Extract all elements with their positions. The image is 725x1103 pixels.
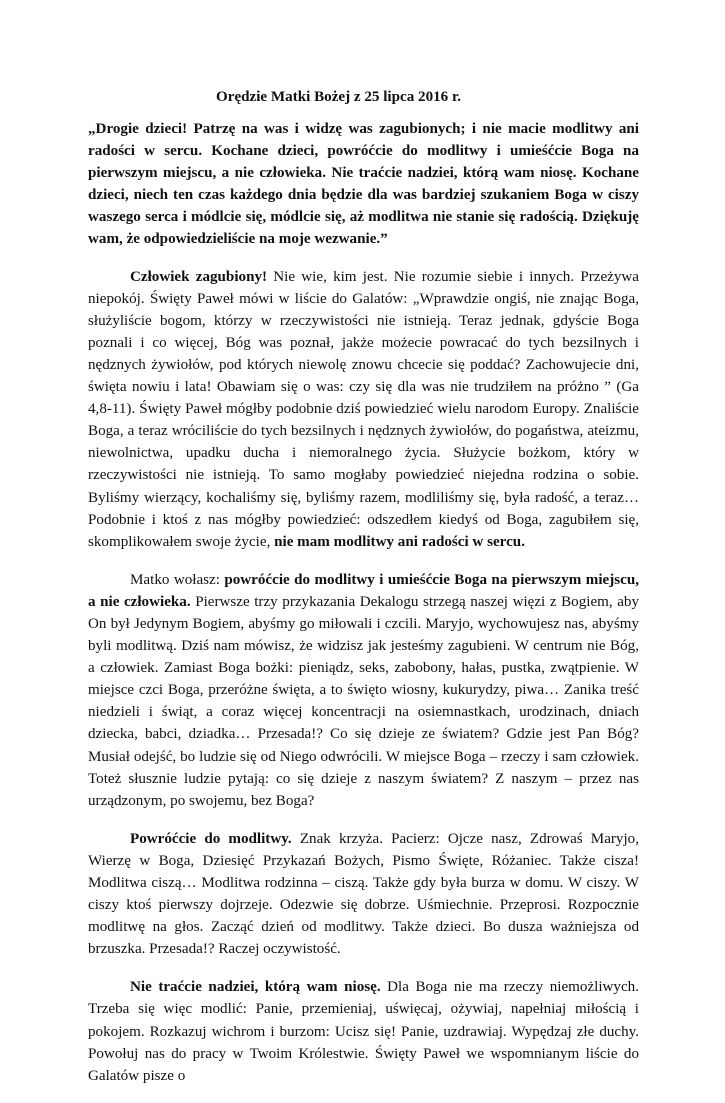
paragraph-text: Znak krzyża. Pacierz: Ojcze nasz, Zdrowaś Maryjo, Wierzę w Boga, Dziesięć Przykazań Bożych, Pismo Święte, Różaniec. Także cisza! Modlitwa ciszą… Modlitwa rodzinna – ciszą. Także gdy była burza w domu. W ciszy. W ciszy ktoś pierwszy dojrzeje. Odezwie się dobrze. Uśmiechnie. Przeprosi. Rozpocznie modlitwę na głos. Zacząć dzień od modlitwy. Także dzieci. Bo dusza ważniejsza od brzuszka. Przesada!? Raczej oczywistość. (88, 830, 639, 958)
paragraph-intro: Matko wołasz: (130, 571, 225, 588)
document-body (88, 118, 639, 1103)
paragraph-lead: Powróćcie do modlitwy. (130, 830, 292, 847)
paragraph-lost-man (88, 266, 639, 553)
message-quote: „Drogie dzieci! Patrzę na was i widzę was zagubionych; i nie macie modlitwy ani radości w sercu. Kochane dzieci, powróćcie do modlitwy i umieśćcie Boga na pierwszym miejscu, a nie człowieka. Nie traćcie nadziei, którą wam niosę. Kochane dzieci, niech ten czas każdego dnia będzie dla was bardziej szukaniem Boga w ciszy waszego serca i módlcie się, módlcie się, aż modlitwa nie stanie się radością. Dziękuję wam, że odpowiedzieliście na moje wezwanie.” (88, 121, 639, 248)
paragraph-return-to-prayer (88, 828, 639, 961)
paragraph-bold-ending: nie mam modlitwy ani radości w sercu. (274, 533, 525, 550)
paragraph-text: Pierwsze trzy przykazania Dekalogu strzegą naszej więzi z Bogiem, aby On był Jedynym Bogiem, abyśmy go miłowali i czcili. Maryjo, wychowujesz nas, abyśmy byli modlitwą. Dziś nam mówisz, że widzisz jak jesteśmy zagubieni. W centrum nie Bóg, a człowiek. Zamiast Boga bożki: pieniądz, seks, zabobony, hałas, pustka, zwątpienie. W miejsce czci Boga, przeróżne święta, a to święto wiosny, kukurydzy, piwa… Zanika treść niedzieli i świąt, a coraz więcej koncentracji na osiemnastkach, urodzinach, dniach dziecka, babci, dziadka… Przesada!? Co się dzieje ze światem? Gdzie jest Pan Bóg? Musiał odejść, bo ludzie się od Niego odwrócili. W miejsce Boga – rzeczy i sam człowiek. Toteż słusznie ludzie pytają: co się dzieje z naszym światem? Z naszym – przez nas urządzonym, po swojemu, bez Boga? (88, 593, 640, 809)
paragraph-lead: powróćcie do modlitwy i umieśćcie Boga na pierwszym miejscu, a nie człowieka. (88, 571, 639, 610)
paragraph-lead: Nie traćcie nadziei, którą wam niosę. (130, 979, 381, 996)
paragraph-return-to-prayer-call (88, 569, 639, 812)
paragraph-text: Dla Boga nie ma rzeczy niemożliwych. Trzeba się więc modlić: Panie, przemieniaj, uświęcaj, ożywiaj, napełniaj miłością i pokojem. Rozkazuj wichrom i burzom: Ucisz się! Panie, uzdrawiaj. Wypędzaj złe duchy. Powołuj nas do pracy w Twoim Królestwie. Święty Paweł we wspomnianym liście do Galatów pisze o (88, 979, 639, 1084)
paragraph-lead: Człowiek zagubiony! (130, 268, 268, 285)
paragraph-hope (88, 976, 639, 1086)
paragraph-text: Nie wie, kim jest. Nie rozumie siebie i innych. Przeżywa niepokój. Święty Paweł mówi w liście do Galatów: „Wprawdzie ongiś, nie znając Boga, służyliście bogom, którzy w rzeczywistości nie istnieją. Teraz jednak, gdyście Boga poznali i co więcej, Bóg was poznał, jakże możecie powracać do tych bezsilnych i nędznych żywiołów, pod których niewolę znowu chcecie się poddać? Zachowujecie dni, święta nowiu i lata! Obawiam się o was: czy się dla was nie trudziłem na próżno ” (Ga 4,8-11). Święty Paweł mógłby podobnie dziś powiedzieć wielu narodom Europy. Znaliście Boga, a teraz wróciliście do tych bezsilnych i nędznych żywiołów, do pogaństwa, ateizmu, niewolnictwa, upadku ducha i niemoralnego życia. Służycie bożkom, który w rzeczywistości nie istnieją. To samo mogłaby powiedzieć niejedna rodzina o sobie. Byliśmy wierzący, kochaliśmy się, byliśmy razem, modliliśmy się, była radość, a teraz… Podobnie i ktoś z nas mógłby powiedzieć: odszedłem kiedyś od Boga, zagubiłem się, skomplikowałem swoje życie, (88, 268, 639, 550)
document-title: Orędzie Matki Bożej z 25 lipca 2016 r. (216, 89, 462, 105)
